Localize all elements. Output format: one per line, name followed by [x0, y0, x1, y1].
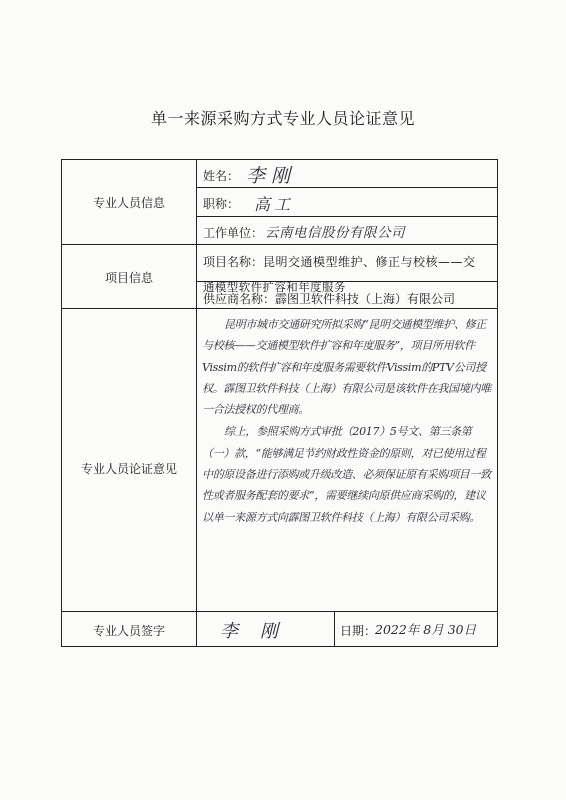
name-handwritten: 李刚 — [246, 165, 297, 187]
supplier-value: 霹图卫软件科技（上海）有限公司 — [275, 292, 456, 306]
divider — [334, 611, 335, 646]
opinion-handwritten-text — [202, 314, 494, 528]
date-label: 日期： — [340, 624, 377, 638]
divider — [196, 187, 497, 188]
divider — [196, 216, 497, 217]
opinion-paragraph-1: 昆明市城市交通研究所拟采购“昆明交通模型维护、修正与校核——交通模型软件扩容和年度服务”，项目所用软件Vissim的软件扩容和年度服务需要软件Vissim的PTV公司授权。霹图卫软件科技（上海）有限公司是该软件在我国境内唯一合法授权的代理商。 — [202, 318, 491, 417]
project-name-value-line1: 昆明交通模型维护、修正与校核——交 — [263, 255, 476, 269]
row-label-professional-opinion: 专业人员论证意见 — [80, 462, 177, 476]
divider — [196, 160, 197, 646]
job-title-handwritten: 高工 — [254, 195, 295, 214]
opinion-form-table — [61, 159, 498, 647]
document-title: 单一来源采购方式专业人员论证意见 — [150, 109, 415, 128]
row-label-signature: 专业人员签字 — [92, 624, 165, 638]
row-label-project-info: 项目信息 — [104, 271, 153, 285]
name-label: 姓名： — [203, 169, 240, 183]
divider — [62, 308, 497, 309]
supplier-label: 供应商名称： — [203, 292, 276, 306]
job-title-label: 职称： — [203, 197, 240, 211]
divider — [62, 611, 497, 612]
project-name-label: 项目名称： — [203, 255, 264, 269]
employer-handwritten: 云南电信股份有限公司 — [265, 225, 405, 241]
employer-label: 工作单位： — [203, 226, 264, 240]
date-handwritten: 2022年 8月 30日 — [375, 622, 477, 637]
opinion-paragraph-2: 综上，参照采购方式审批（2017）5号文、第三条第（一）款，“能够满足节约财政性资金的原则，对已使用过程中的原设备进行添购或升级改造、必须保证原有采购项目一致性或者服务配套的要求”，需要继续向原供应商采购的，建议以单一来源方式向霹图卫软件科技（上海）有限公司采购。 — [202, 425, 491, 524]
signature-handwritten: 李刚 — [220, 621, 300, 642]
divider — [62, 244, 497, 245]
project-name-value-line2: 通模型软件扩容和年度服务 — [203, 280, 346, 294]
row-label-professional-info: 专业人员信息 — [92, 196, 165, 210]
